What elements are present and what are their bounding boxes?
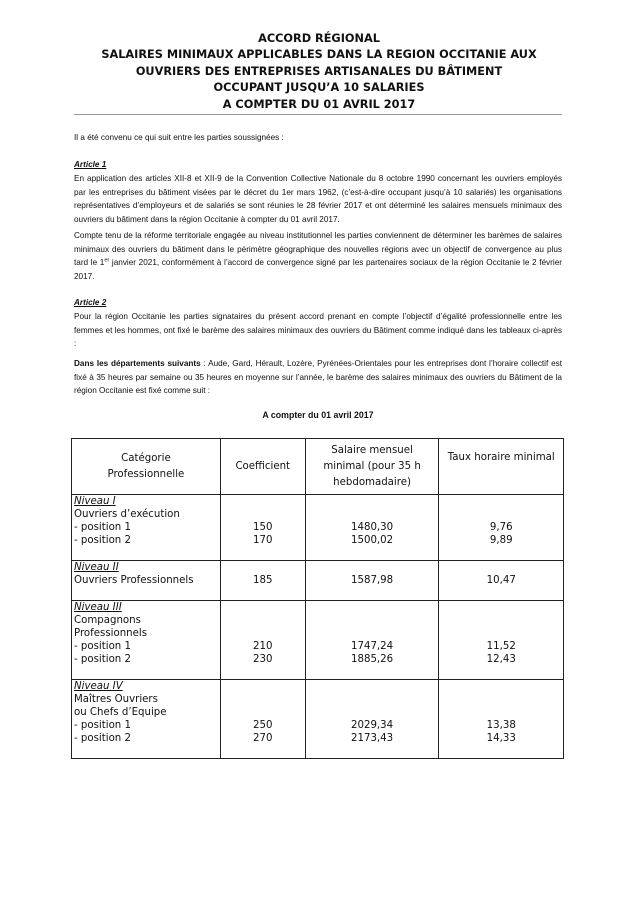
cell-coefficient	[220, 601, 305, 680]
salary-value: 1747,24	[351, 641, 394, 652]
coefficient-value: 210	[253, 641, 273, 652]
salary-value: 1885,26	[351, 654, 394, 665]
title-divider	[74, 114, 562, 115]
cell-categorie	[72, 680, 221, 759]
cell-coefficient	[220, 561, 305, 601]
header-categorie	[72, 439, 221, 495]
position-label: - position 2	[74, 535, 131, 546]
table-date-heading: A compter du 01 avril 2017	[262, 410, 374, 420]
article-2-heading	[74, 296, 562, 310]
salary-value: 2173,43	[351, 733, 394, 744]
hourly-rate-value: 11,52	[486, 641, 516, 652]
article-2-paragraph-2	[74, 357, 562, 398]
header-text: Catégorie	[121, 452, 171, 464]
article-1-paragraph-2-text-end: janvier 2021, conformément à l’accord de convergence signé par les partenaires sociaux de la région Occitanie le 2 février 2017.	[74, 258, 562, 281]
coefficient-value: 170	[253, 535, 273, 546]
hourly-rate-value: 13,38	[486, 720, 516, 731]
article-2-paragraph-1: Pour la région Occitanie les parties signataires du présent accord prenant en compte l’objectif d’égalité professionnelle entre les femmes et les hommes, ont fixé le barème des salaires minimaux des ouvriers du Bâtiment comme indiqué dans les tableaux ci-après :	[74, 312, 562, 349]
table-row	[72, 561, 564, 601]
article-1-heading	[74, 158, 562, 172]
document-title	[60, 31, 578, 113]
position-label: - position 2	[74, 654, 131, 665]
niveau-label: Niveau IV	[74, 681, 123, 692]
salary-value: 1500,02	[351, 535, 394, 546]
niveau-label: Niveau I	[74, 496, 116, 507]
salary-value: 1587,98	[351, 575, 394, 586]
hourly-rate-value: 9,76	[489, 522, 513, 533]
article-2-title: Article 2	[74, 298, 107, 307]
salary-value: 2029,34	[351, 720, 394, 731]
coefficient-value: 270	[253, 733, 273, 744]
title-line: SALAIRES MINIMAUX APPLICABLES DANS LA REGION OCCITANIE AUX	[101, 48, 537, 62]
cell-taux	[439, 601, 564, 680]
position-label: - position 2	[74, 733, 131, 744]
header-text: Professionnelle	[107, 468, 185, 480]
cell-taux	[439, 495, 564, 561]
category-label: Professionnels	[74, 628, 148, 639]
table-header-row	[72, 439, 564, 495]
hourly-rate-value: 10,47	[486, 575, 516, 586]
category-label: Maîtres Ouvriers	[74, 694, 158, 705]
position-label: - position 1	[74, 522, 131, 533]
table-row	[72, 601, 564, 680]
article-1-title: Article 1	[74, 160, 107, 169]
header-text: minimal (pour 35 h	[323, 460, 421, 472]
salary-value: 1480,30	[351, 522, 394, 533]
niveau-label: Niveau II	[74, 562, 119, 573]
hourly-rate-value: 9,89	[489, 535, 513, 546]
header-coefficient: Coefficient	[220, 439, 305, 495]
title-line: A COMPTER DU 01 AVRIL 2017	[222, 97, 416, 111]
salary-table	[71, 438, 564, 759]
cell-salaire	[305, 561, 439, 601]
header-text: Salaire mensuel	[331, 444, 413, 456]
coefficient-value: 185	[253, 575, 273, 586]
article-1-paragraph-2-text: Compte tenu de la réforme territoriale engagée au niveau institutionnel les parties conviennent de déterminer les barèmes de salaires minimaux des ouvriers du bâtiment dans le périmètre géographique des nouvelles régions avec un objectif de convergence au plus tard le 1	[74, 231, 562, 268]
superscript-er: er	[104, 257, 110, 264]
header-taux: Taux horaire minimal	[439, 439, 564, 495]
category-label: Ouvriers d’exécution	[74, 509, 180, 520]
title-line: OUVRIERS DES ENTREPRISES ARTISANALES DU BÂTIMENT	[135, 64, 503, 78]
cell-salaire	[305, 601, 439, 680]
article-1-paragraph-2	[74, 229, 562, 283]
table-row	[72, 495, 564, 561]
departments-label: Dans les départements suivants	[74, 359, 201, 368]
hourly-rate-value: 12,43	[486, 654, 516, 665]
cell-categorie	[72, 601, 221, 680]
coefficient-value: 150	[253, 522, 273, 533]
position-label: - position 1	[74, 641, 131, 652]
category-label: Ouvriers Professionnels	[74, 575, 194, 586]
cell-salaire	[305, 495, 439, 561]
position-label: - position 1	[74, 720, 131, 731]
cell-coefficient	[220, 680, 305, 759]
cell-taux	[439, 680, 564, 759]
category-label: Compagnons	[74, 615, 141, 626]
title-line: OCCUPANT JUSQU’A 10 SALARIES	[213, 81, 425, 95]
cell-taux	[439, 561, 564, 601]
header-salaire	[305, 439, 439, 495]
intro-paragraph: Il a été convenu ce qui suit entre les parties soussignées :	[74, 133, 284, 142]
hourly-rate-value: 14,33	[486, 733, 516, 744]
departments-text: : Aude, Gard, Hérault, Lozère, Pyrénées-Orientales pour les entreprises dont l’horaire collectif est fixé à 35 heures par semaine ou 35 heures en moyenne sur l’année, le barème des salaires minimaux des ouvriers du Bâtiment de la région Occitanie est fixé comme suit :	[74, 359, 562, 396]
cell-categorie	[72, 495, 221, 561]
coefficient-value: 250	[253, 720, 273, 731]
cell-coefficient	[220, 495, 305, 561]
header-text: hebdomadaire)	[333, 476, 411, 488]
coefficient-value: 230	[253, 654, 273, 665]
cell-salaire	[305, 680, 439, 759]
title-line: ACCORD RÉGIONAL	[258, 32, 380, 45]
cell-categorie	[72, 561, 221, 601]
article-1-paragraph-1: En application des articles XII-8 et XII-9 de la Convention Collective Nationale du 8 octobre 1990 concernant les ouvriers employés par les entreprises du bâtiment visées par le décret du 1er mars 1962, (c’est-à-dire occupant jusqu’à 10 salariés) les organisations représentatives d’employeurs et de salariés se sont réunies le 28 février 2017 et ont déterminé les salaires mensuels minimaux des ouvriers du bâtiment dans la région Occitanie à compter du 01 avril 2017.	[74, 174, 562, 224]
niveau-label: Niveau III	[74, 602, 122, 613]
category-label: ou Chefs d’Equipe	[74, 707, 167, 718]
table-row	[72, 680, 564, 759]
